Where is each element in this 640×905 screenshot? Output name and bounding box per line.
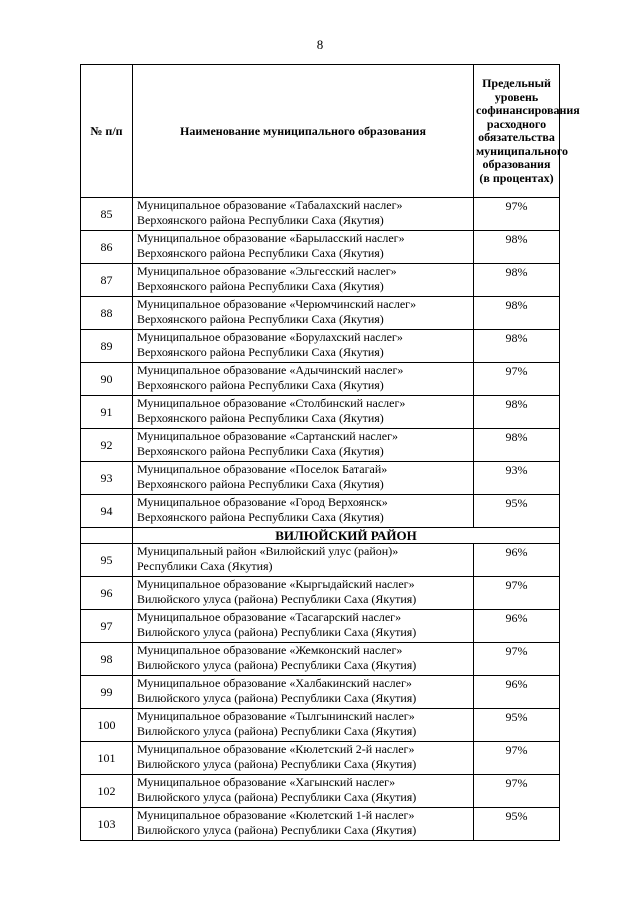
row-number: 86 [81,231,133,264]
municipality-name [133,742,474,775]
table-row [81,495,560,528]
municipality-name-line: Вилюйского улуса (района) Республики Саха (Якутия) [137,625,417,639]
municipality-name-line: Муниципальное образование «Табалахский наслег» [137,198,403,212]
table-row [81,610,560,643]
municipality-name-line: Вилюйского улуса (района) Республики Саха (Якутия) [137,724,417,738]
municipality-name-line: Вилюйского улуса (района) Республики Саха (Якутия) [137,658,417,672]
municipality-name [133,775,474,808]
municipality-name-line: Верхоянского района Республики Саха (Якутия) [137,345,384,359]
table-row [81,429,560,462]
municipality-name-line: Вилюйского улуса (района) Республики Саха (Якутия) [137,757,417,771]
cofinancing-percent: 97% [474,742,560,775]
table-row [81,676,560,709]
municipality-name [133,643,474,676]
cofinancing-percent: 95% [474,495,560,528]
municipality-name [133,198,474,231]
municipality-name-line: Муниципальное образование «Тылгынинский наслег» [137,709,415,723]
row-number: 93 [81,462,133,495]
row-number: 87 [81,264,133,297]
municipality-name-line: Верхоянского района Республики Саха (Якутия) [137,378,384,392]
column-header-name: Наименование муниципального образования [133,65,474,198]
row-number: 88 [81,297,133,330]
table-row [81,330,560,363]
column-header-number: № п/п [81,65,133,198]
municipality-name [133,429,474,462]
municipality-name [133,676,474,709]
table-header-row [81,65,560,198]
municipality-name-line: Муниципальное образование «Барыласский наслег» [137,231,405,245]
municipality-name-line: Верхоянского района Республики Саха (Якутия) [137,411,384,425]
municipality-name-line: Верхоянского района Республики Саха (Якутия) [137,510,384,524]
table-row [81,577,560,610]
municipality-name-line: Муниципальное образование «Борулахский наслег» [137,330,403,344]
municipality-name-line: Муниципальное образование «Жемконский наслег» [137,643,403,657]
municipality-name-line: Республики Саха (Якутия) [137,559,273,573]
municipality-name [133,231,474,264]
table-row [81,808,560,841]
municipality-name-line: Верхоянского района Республики Саха (Якутия) [137,213,384,227]
municipality-name [133,610,474,643]
table-row [81,297,560,330]
cofinancing-percent: 96% [474,544,560,577]
cofinancing-percent: 97% [474,775,560,808]
cofinancing-percent: 97% [474,643,560,676]
municipality-name [133,297,474,330]
municipality-name [133,264,474,297]
municipality-name-line: Верхоянского района Республики Саха (Якутия) [137,246,384,260]
cofinancing-percent: 97% [474,198,560,231]
cofinancing-percent: 98% [474,396,560,429]
row-number: 97 [81,610,133,643]
row-number: 100 [81,709,133,742]
municipality-name-line: Муниципальное образование «Поселок Батагай» [137,462,388,476]
municipality-name-line: Муниципальное образование «Сартанский наслег» [137,429,398,443]
municipality-name-line: Муниципальное образование «Город Верхоянск» [137,495,388,509]
cofinancing-percent: 98% [474,297,560,330]
municipality-name-line: Муниципальное образование «Эльгесский наслег» [137,264,397,278]
row-number: 85 [81,198,133,231]
municipality-name-line: Муниципальное образование «Черюмчинский наслег» [137,297,417,311]
municipality-name [133,495,474,528]
municipality-name-line: Вилюйского улуса (района) Республики Саха (Якутия) [137,691,417,705]
section-title: ВИЛЮЙСКИЙ РАЙОН [133,528,560,544]
municipality-name [133,808,474,841]
municipality-name-line: Муниципальное образование «Кыргыдайский наслег» [137,577,415,591]
row-number: 96 [81,577,133,610]
table-row [81,462,560,495]
row-number: 98 [81,643,133,676]
municipality-name [133,330,474,363]
row-number: 99 [81,676,133,709]
table-row [81,363,560,396]
cofinancing-percent: 95% [474,709,560,742]
municipality-name [133,396,474,429]
municipality-name-line: Верхоянского района Республики Саха (Якутия) [137,279,384,293]
cofinancing-percent: 96% [474,676,560,709]
section-row [81,528,560,544]
row-number: 89 [81,330,133,363]
municipality-name-line: Муниципальное образование «Адычинский наслег» [137,363,404,377]
header-level-line: муниципального [476,143,568,158]
header-level-line: обязательства [478,130,555,144]
row-number: 91 [81,396,133,429]
table-row [81,231,560,264]
table-row [81,742,560,775]
municipality-name [133,577,474,610]
cofinancing-percent: 98% [474,429,560,462]
municipality-name-line: Вилюйского улуса (района) Республики Саха (Якутия) [137,823,417,837]
municipality-name [133,462,474,495]
table-row [81,198,560,231]
cofinancing-percent: 97% [474,577,560,610]
municipality-name-line: Верхоянского района Республики Саха (Якутия) [137,312,384,326]
column-header-level [474,65,580,198]
header-level-line: образования [482,157,551,171]
table-row [81,775,560,808]
section-empty-cell [81,528,133,544]
municipality-name-line: Муниципальное образование «Кюлетский 2-й наслег» [137,742,415,756]
row-number: 94 [81,495,133,528]
table-row [81,544,560,577]
row-number: 95 [81,544,133,577]
header-level-line: уровень [494,89,539,104]
municipality-name [133,544,474,577]
municipality-name-line: Вилюйского улуса (района) Республики Саха (Якутия) [137,592,417,606]
cofinancing-table [80,64,580,841]
page-number: 8 [316,37,324,52]
table-row [81,396,560,429]
municipality-name-line: Муниципальное образование «Кюлетский 1-й наслег» [137,808,415,822]
cofinancing-percent: 97% [474,363,560,396]
municipality-name-line: Вилюйского улуса (района) Республики Саха (Якутия) [137,790,417,804]
cofinancing-percent: 98% [474,330,560,363]
municipality-name-line: Муниципальное образование «Столбинский наслег» [137,396,406,410]
cofinancing-percent: 95% [474,808,560,841]
header-level-line: Предельный [482,76,551,90]
municipality-name-line: Муниципальное образование «Хагынский наслег» [137,775,396,789]
table-row [81,643,560,676]
cofinancing-percent: 96% [474,610,560,643]
table-row [81,264,560,297]
municipality-name-line: Муниципальное образование «Халбакинский наслег» [137,676,412,690]
municipality-name-line: Муниципальное образование «Тасагарский наслег» [137,610,402,624]
table-body [81,198,560,841]
municipality-name-line: Верхоянского района Республики Саха (Якутия) [137,477,384,491]
row-number: 101 [81,742,133,775]
cofinancing-percent: 98% [474,231,560,264]
municipality-name-line: Верхоянского района Республики Саха (Якутия) [137,444,384,458]
row-number: 92 [81,429,133,462]
cofinancing-percent: 93% [474,462,560,495]
header-level-line: расходного [486,116,547,131]
table-row [81,709,560,742]
municipality-name [133,363,474,396]
municipality-name-line: Муниципальный район «Вилюйский улус (район)» [137,544,399,558]
municipality-name [133,709,474,742]
cofinancing-percent: 98% [474,264,560,297]
row-number: 102 [81,775,133,808]
row-number: 103 [81,808,133,841]
row-number: 90 [81,363,133,396]
header-level-line: (в процентах) [479,170,554,185]
header-level-line: софинансирования [476,103,580,117]
